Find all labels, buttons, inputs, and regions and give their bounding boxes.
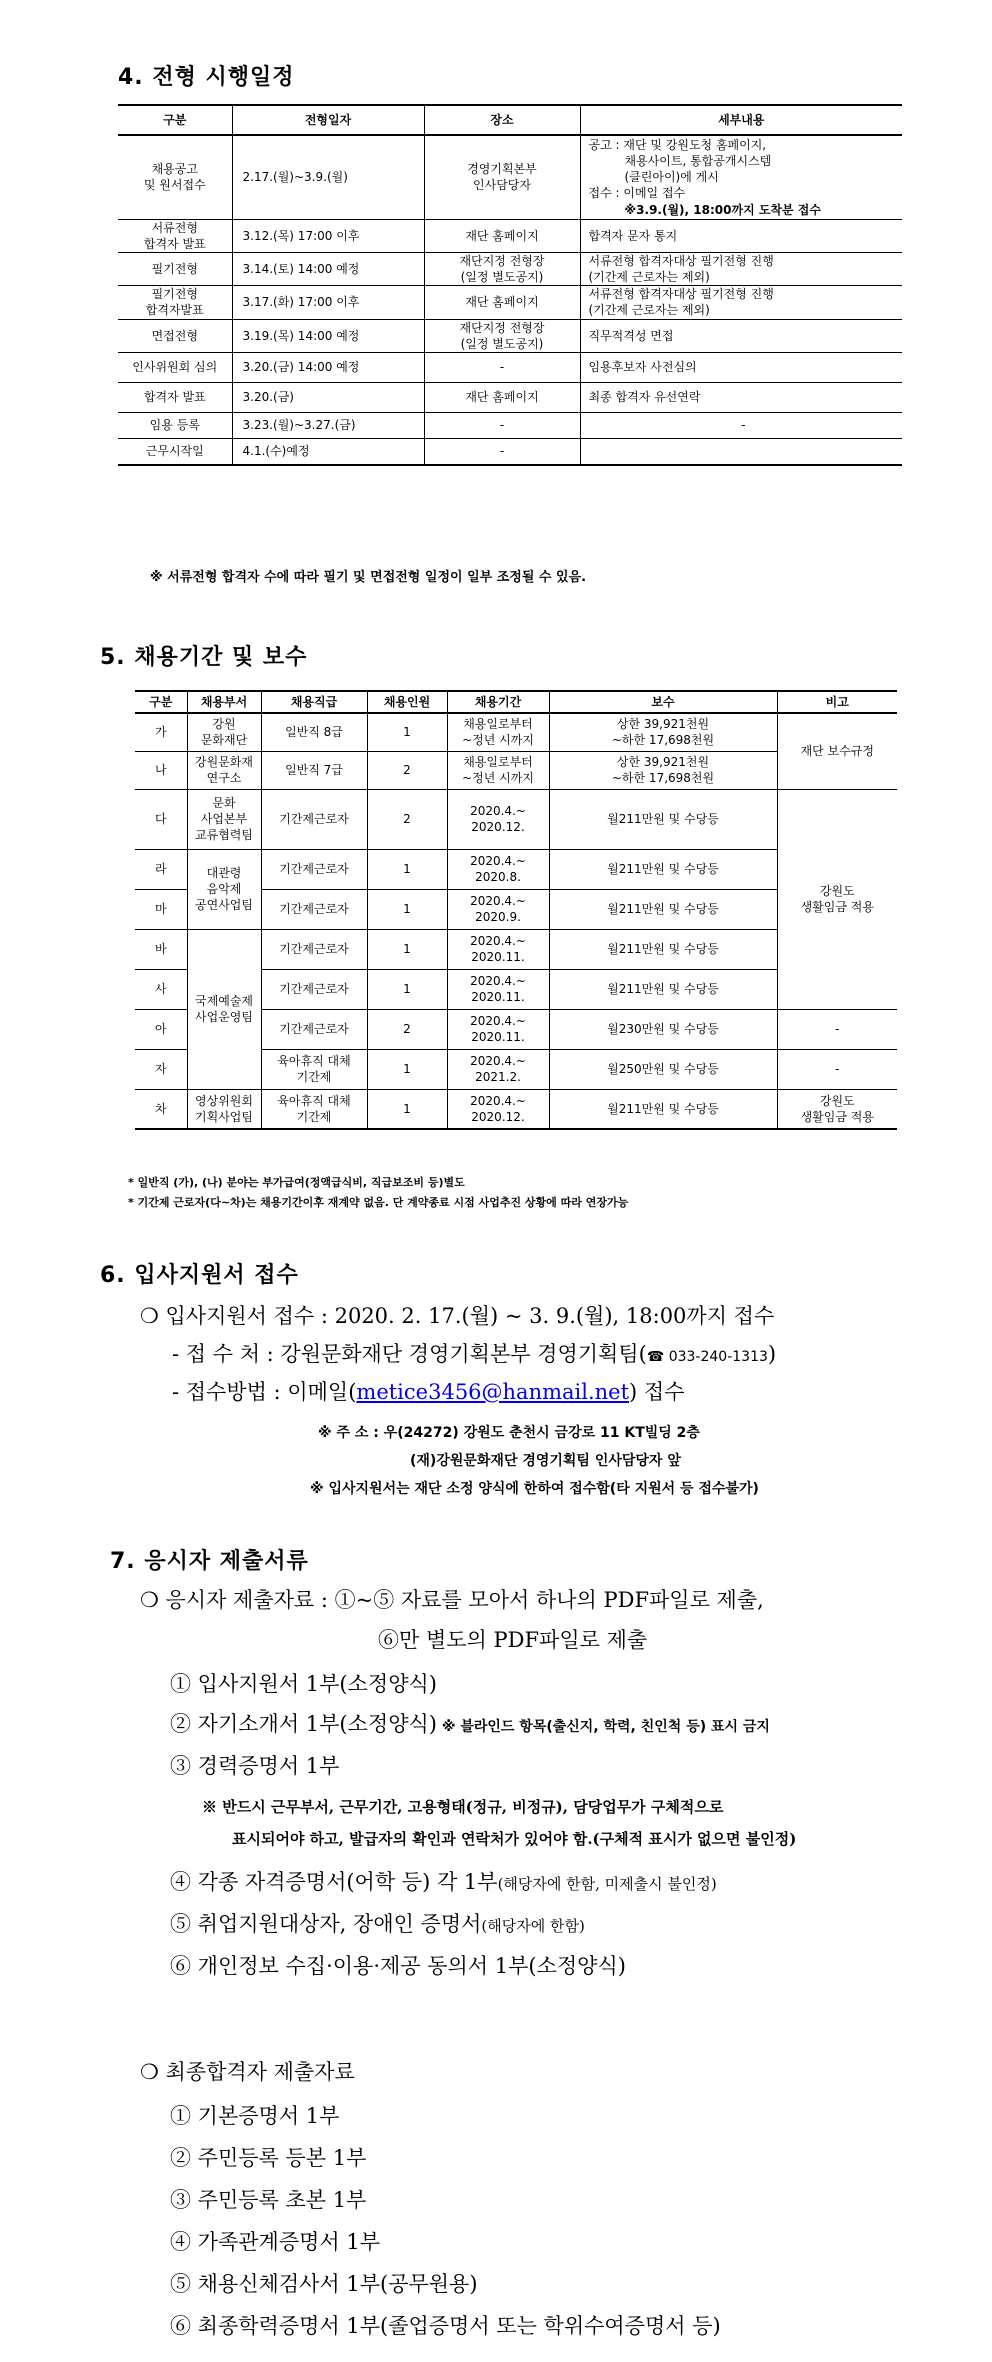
schedule-header: 장소: [424, 105, 580, 135]
schedule-place: 재단 홈페이지: [424, 383, 580, 413]
pay-amount: 월250만원 및 수당등: [549, 1049, 777, 1089]
schedule-detail-line: 접수 : 이메일 접수: [588, 186, 686, 201]
schedule-category: 서류전형 합격자 발표: [118, 219, 232, 252]
pay-group: 나: [135, 751, 187, 789]
application-form-note: ※ 입사지원서는 재단 소정 양식에 한하여 접수함(타 지원서 등 접수불가): [310, 1481, 759, 1497]
pay-grade: 기간제근로자: [261, 789, 367, 849]
pay-group: 가: [135, 713, 187, 751]
schedule-place: -: [424, 413, 580, 439]
section-5-title: 5. 채용기간 및 보수: [100, 645, 308, 670]
pay-group: 차: [135, 1089, 187, 1129]
schedule-place: -: [424, 353, 580, 383]
office-suffix: ): [767, 1342, 777, 1366]
pay-headcount: 1: [367, 969, 447, 1009]
schedule-detail-line: 공고 : 재단 및 강원도청 홈페이지,: [588, 137, 767, 152]
application-office: [172, 1338, 776, 1368]
pay-grade: 기간제근로자: [261, 849, 367, 889]
doc-item-extra: ※ 블라인드 항목(출신지, 학력, 친인척 등) 표시 금지: [436, 1719, 770, 1735]
schedule-place: 재단 홈페이지: [424, 286, 580, 319]
submission-intro: ❍ 응시자 제출자료 : ①~⑤ 자료를 모아서 하나의 PDF파일로 제출,: [140, 1588, 764, 1612]
schedule-row: [118, 319, 902, 352]
schedule-header: 구분: [118, 105, 232, 135]
final-doc-item: ① 기본증명서 1부: [170, 2104, 340, 2128]
schedule-row: [118, 383, 902, 413]
doc-item-text: ① 입사지원서 1부(소정양식): [170, 1672, 437, 1696]
doc-item: [170, 1668, 437, 1698]
doc-item: [170, 1708, 770, 1738]
schedule-detail: [580, 319, 902, 352]
section-6-title: 6. 입사지원서 접수: [100, 1263, 299, 1288]
doc-item-text: ③ 경력증명서 1부: [170, 1754, 340, 1778]
schedule-detail-line: 서류전형 합격자대상 필기전형 진행: [588, 287, 774, 302]
schedule-detail-line: 최종 합격자 유선연락: [588, 390, 701, 405]
pay-grade: 기간제근로자: [261, 969, 367, 1009]
schedule-detail-line: 임용후보자 사전심의: [588, 360, 697, 375]
doc-item-text: ④ 각종 자격증명서(어학 등) 각 1부: [170, 1870, 498, 1894]
final-doc-item: ⑥ 최종학력증명서 1부(졸업증명서 또는 학위수여증명서 등): [170, 2314, 721, 2338]
pay-note: -: [777, 1049, 897, 1089]
schedule-detail-line: 채용사이트, 통합공개시스템: [588, 153, 772, 168]
pay-group: 자: [135, 1049, 187, 1089]
schedule-date: 3.19.(목) 14:00 예정: [232, 319, 424, 352]
pay-dept: 문화 사업본부 교류협력팀: [187, 789, 261, 849]
schedule-header: 전형일자: [232, 105, 424, 135]
schedule-date: 2.17.(월)~3.9.(월): [232, 135, 424, 219]
pay-amount: 상한 39,921천원 ~하한 17,698천원: [549, 751, 777, 789]
schedule-row: [118, 135, 902, 219]
address-line: ※ 주 소 : 우(24272) 강원도 춘천시 금강로 11 KT빌딩 2층: [318, 1425, 700, 1441]
pay-group: 다: [135, 789, 187, 849]
pay-dept: 국제예술제 사업운영팀: [187, 929, 261, 1089]
pay-header: 채용인원: [367, 691, 447, 713]
schedule-category: 인사위원회 심의: [118, 353, 232, 383]
doc-item-extra: (해당자에 한함): [481, 1917, 585, 1935]
schedule-row: [118, 252, 902, 285]
pay-grade: 일반직 7급: [261, 751, 367, 789]
pay-headcount: 2: [367, 789, 447, 849]
pay-row: [135, 789, 897, 849]
schedule-detail: [580, 135, 902, 219]
pay-group: 마: [135, 889, 187, 929]
schedule-detail-line: 직무적격성 면접: [588, 328, 674, 343]
schedule-detail-line: 서류전형 합격자대상 필기전형 진행: [588, 253, 774, 268]
schedule-detail-line: ※3.9.(월), 18:00까지 도착분 접수: [588, 202, 821, 217]
pay-note: -: [777, 1009, 897, 1049]
pay-dept: 영상위원회 기획사업팀: [187, 1089, 261, 1129]
schedule-detail: [580, 383, 902, 413]
career-note: 표시되어야 하고, 발급자의 확인과 연락처가 있어야 함.(구체적 표시가 없으면 불인정): [232, 1830, 797, 1848]
pay-dept: 대관령 음악제 공연사업팀: [187, 849, 261, 929]
pay-amount: 월230만원 및 수당등: [549, 1009, 777, 1049]
schedule-category: 필기전형: [118, 252, 232, 285]
pay-group: 아: [135, 1009, 187, 1049]
pay-note: 재단 보수규정: [777, 713, 897, 789]
pay-headcount: 2: [367, 751, 447, 789]
pay-group: 바: [135, 929, 187, 969]
application-method: [172, 1376, 685, 1406]
doc-item: [170, 1866, 717, 1896]
schedule-place: 경영기획본부 인사담당자: [424, 135, 580, 219]
pay-dept: 강원 문화재단: [187, 713, 261, 751]
pay-amount: 월211만원 및 수당등: [549, 849, 777, 889]
method-prefix: - 접수방법 : 이메일(: [172, 1380, 357, 1404]
pay-table: [135, 690, 897, 1130]
schedule-date: 3.23.(월)~3.27.(금): [232, 413, 424, 439]
schedule-row: [118, 413, 902, 439]
schedule-category: 임용 등록: [118, 413, 232, 439]
pay-grade: 육아휴직 대체 기간제: [261, 1049, 367, 1089]
office-prefix: - 접 수 처 : 강원문화재단 경영기획본부 경영기획팀(: [172, 1342, 647, 1366]
schedule-detail-line: (기간제 근로자는 제외): [588, 303, 710, 318]
pay-grade: 기간제근로자: [261, 1009, 367, 1049]
pay-header: 채용부서: [187, 691, 261, 713]
pay-note: 강원도 생활임금 적용: [777, 789, 897, 1009]
pay-headcount: 2: [367, 1009, 447, 1049]
pay-period: 2020.4.~ 2020.12.: [447, 789, 549, 849]
doc-item: [170, 1950, 626, 1980]
schedule-table: [118, 104, 902, 466]
final-doc-item: ③ 주민등록 초본 1부: [170, 2188, 367, 2212]
schedule-detail-line: 합격자 문자 통지: [588, 228, 678, 243]
schedule-note: ※ 서류전형 합격자 수에 따라 필기 및 면접전형 일정이 일부 조정될 수 있음.: [150, 570, 587, 585]
schedule-place: 재단지정 전형장 (일정 별도공지): [424, 252, 580, 285]
schedule-detail-line: (기간제 근로자는 제외): [588, 270, 710, 285]
pay-footnote: * 일반직 (가), (나) 분야는 부가급여(정액급식비, 직급보조비 등)별도: [128, 1176, 465, 1189]
pay-period: 2020.4.~ 2020.8.: [447, 849, 549, 889]
schedule-place: 재단 홈페이지: [424, 219, 580, 252]
pay-footnote: * 기간제 근로자(다~차)는 채용기간이후 재계약 없음. 단 계약종료 시점 사업추진 상황에 따라 연장가능: [128, 1196, 629, 1209]
schedule-header-row: [118, 105, 902, 135]
address-recipient: (재)강원문화재단 경영기획팀 인사담당자 앞: [410, 1453, 681, 1469]
pay-period: 2020.4.~ 2021.2.: [447, 1049, 549, 1089]
schedule-date: 3.20.(금) 14:00 예정: [232, 353, 424, 383]
pay-dept: 강원문화재 연구소: [187, 751, 261, 789]
pay-period: 2020.4.~ 2020.11.: [447, 969, 549, 1009]
schedule-category: 면접전형: [118, 319, 232, 352]
schedule-date: 3.14.(토) 14:00 예정: [232, 252, 424, 285]
section-7-title: 7. 응시자 제출서류: [110, 1549, 309, 1574]
pay-amount: 월211만원 및 수당등: [549, 929, 777, 969]
pay-row: [135, 713, 897, 751]
section-4-title: 4. 전형 시행일정: [118, 65, 295, 90]
doc-item-text: ② 자기소개서 1부(소정양식): [170, 1712, 437, 1736]
final-doc-item: ⑤ 채용신체검사서 1부(공무원용): [170, 2272, 478, 2296]
schedule-category: 근무시작일: [118, 439, 232, 465]
pay-period: 2020.4.~ 2020.11.: [447, 929, 549, 969]
pay-header-row: [135, 691, 897, 713]
schedule-category: 채용공고 및 원서접수: [118, 135, 232, 219]
pay-period: 채용일로부터 ~정년 시까지: [447, 751, 549, 789]
pay-note: 강원도 생활임금 적용: [777, 1089, 897, 1129]
schedule-detail: [580, 439, 902, 465]
schedule-detail-line: (클린아이)에 게시: [588, 170, 719, 185]
pay-amount: 월211만원 및 수당등: [549, 889, 777, 929]
schedule-row: [118, 439, 902, 465]
pay-amount: 상한 39,921천원 ~하한 17,698천원: [549, 713, 777, 751]
phone-number: ☎ 033-240-1313: [646, 1349, 768, 1365]
schedule-detail: [580, 286, 902, 319]
pay-headcount: 1: [367, 849, 447, 889]
pay-grade: 기간제근로자: [261, 889, 367, 929]
pay-period: 채용일로부터 ~정년 시까지: [447, 713, 549, 751]
schedule-detail: [580, 252, 902, 285]
pay-header: 채용기간: [447, 691, 549, 713]
schedule-row: [118, 353, 902, 383]
doc-item-text: ⑤ 취업지원대상자, 장애인 증명서: [170, 1912, 482, 1936]
pay-headcount: 1: [367, 889, 447, 929]
email-link[interactable]: metice3456@hanmail.net: [356, 1380, 630, 1404]
schedule-detail-line: -: [741, 418, 746, 433]
pay-amount: 월211만원 및 수당등: [549, 969, 777, 1009]
final-docs-title: ❍ 최종합격자 제출자료: [140, 2060, 355, 2084]
schedule-category: 합격자 발표: [118, 383, 232, 413]
pay-amount: 월211만원 및 수당등: [549, 1089, 777, 1129]
pay-header: 채용직급: [261, 691, 367, 713]
schedule-row: [118, 219, 902, 252]
pay-amount: 월211만원 및 수당등: [549, 789, 777, 849]
schedule-row: [118, 286, 902, 319]
pay-header: 비고: [777, 691, 897, 713]
pay-row: [135, 1089, 897, 1129]
submission-intro-2: ⑥만 별도의 PDF파일로 제출: [378, 1628, 648, 1652]
final-doc-item: ② 주민등록 등본 1부: [170, 2146, 367, 2170]
pay-headcount: 1: [367, 713, 447, 751]
pay-header: 구분: [135, 691, 187, 713]
schedule-category: 필기전형 합격자발표: [118, 286, 232, 319]
pay-period: 2020.4.~ 2020.9.: [447, 889, 549, 929]
final-doc-item: ④ 가족관계증명서 1부: [170, 2230, 380, 2254]
pay-group: 사: [135, 969, 187, 1009]
pay-grade: 육아휴직 대체 기간제: [261, 1089, 367, 1129]
doc-item-text: ⑥ 개인정보 수집·이용·제공 동의서 1부(소정양식): [170, 1954, 626, 1978]
career-note: ※ 반드시 근무부서, 근무기간, 고용형태(정규, 비정규), 담당업무가 구체적으로: [202, 1798, 724, 1816]
schedule-header: 세부내용: [580, 105, 902, 135]
schedule-date: 3.17.(화) 17:00 이후: [232, 286, 424, 319]
schedule-date: 3.20.(금): [232, 383, 424, 413]
pay-group: 라: [135, 849, 187, 889]
schedule-detail: [580, 219, 902, 252]
pay-period: 2020.4.~ 2020.12.: [447, 1089, 549, 1129]
pay-grade: 기간제근로자: [261, 929, 367, 969]
doc-item: [170, 1750, 339, 1780]
method-suffix: ) 접수: [629, 1380, 685, 1404]
pay-grade: 일반직 8급: [261, 713, 367, 751]
schedule-date: 4.1.(수)예정: [232, 439, 424, 465]
schedule-detail: [580, 413, 902, 439]
doc-item: [170, 1908, 585, 1938]
pay-headcount: 1: [367, 1089, 447, 1129]
schedule-detail: [580, 353, 902, 383]
pay-headcount: 1: [367, 1049, 447, 1089]
schedule-date: 3.12.(목) 17:00 이후: [232, 219, 424, 252]
application-period: ❍ 입사지원서 접수 : 2020. 2. 17.(월) ~ 3. 9.(월), 18:00까지 접수: [140, 1304, 775, 1328]
pay-headcount: 1: [367, 929, 447, 969]
pay-period: 2020.4.~ 2020.11.: [447, 1009, 549, 1049]
pay-header: 보수: [549, 691, 777, 713]
doc-item-extra: (해당자에 한함, 미제출시 불인정): [497, 1875, 717, 1893]
schedule-place: 재단지정 전형장 (일정 별도공지): [424, 319, 580, 352]
schedule-place: -: [424, 439, 580, 465]
